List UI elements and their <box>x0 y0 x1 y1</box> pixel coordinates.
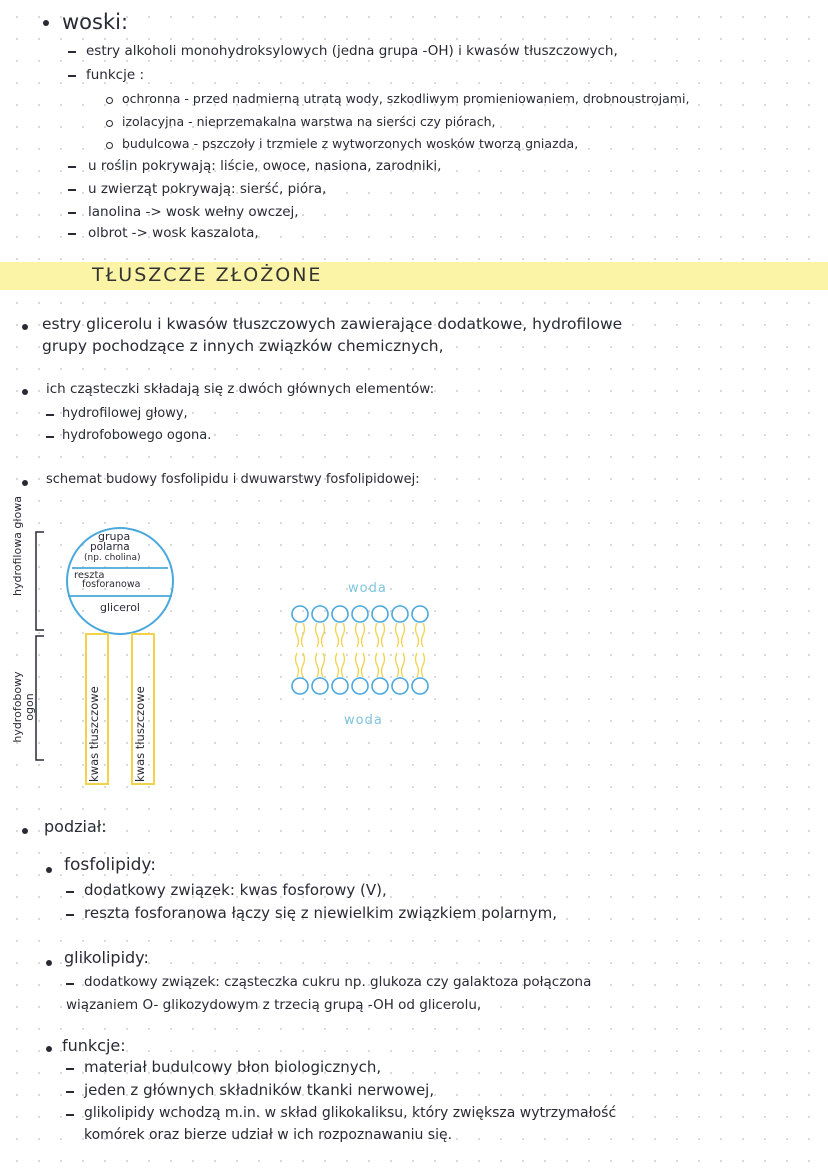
complex-fats-def-line1: estry glicerolu i kwasów tłuszczowych zawierające dodatkowe, hydrofilowe <box>42 315 623 333</box>
bilayer-head <box>292 606 308 622</box>
phospholipids-item: reszta fosforanowa łączy się z niewielkim związkiem polarnym, <box>84 904 557 922</box>
bilayer-head <box>332 678 348 694</box>
waxes-note: lanolina -> wosk wełny owczej, <box>88 204 299 220</box>
complex-fats-def-line2: grupy pochodzące z innych związków chemicznych, <box>42 337 444 355</box>
waxes-functions-label: funkcje : <box>86 67 145 83</box>
functions-item: materiał budulcowy błon biologicznych, <box>84 1058 382 1076</box>
glycolipids-line1: dodatkowy związek: cząsteczka cukru np. glukoza czy galaktoza połączona <box>84 974 592 990</box>
polar-group-label: polarna <box>90 541 130 553</box>
polar-group-label: grupa <box>98 530 131 543</box>
glycolipids-line2: wiązaniem O- glikozydowym z trzecią grupą -OH od glicerolu, <box>66 997 482 1013</box>
tail-label: hydrofobowy ogon <box>11 671 36 743</box>
element-item: hydrofilowej głowy, <box>62 406 188 421</box>
glycerol-label: glicerol <box>100 601 140 614</box>
phosphate-label: reszta <box>74 570 105 581</box>
glycolipids-title: glikolipidy: <box>64 948 149 967</box>
bilayer-head <box>332 606 348 622</box>
waxes-def: estry alkoholi monohydroksylowych (jedna grupa -OH) i kwasów tłuszczowych, <box>86 43 618 59</box>
waxes-note: u zwierząt pokrywają: sierść, pióra, <box>88 181 327 197</box>
bullet <box>46 867 52 873</box>
schema-label: schemat budowy fosfolipidu i dwuwarstwy fosfolipidowej: <box>46 472 420 487</box>
bilayer-head <box>292 678 308 694</box>
dash <box>66 914 74 916</box>
dash <box>66 1091 74 1093</box>
functions-item: jeden z głównych składników tkanki nerwowej, <box>84 1081 435 1099</box>
elements-intro: ich cząsteczki składają się z dwóch głównych elementów: <box>46 381 435 397</box>
waxes-function: izolacyjna - nieprzemakalna warstwa na sierści czy piórach, <box>122 114 496 129</box>
phospholipids-item: dodatkowy związek: kwas fosforowy (V), <box>84 881 387 899</box>
bilayer-head <box>372 606 388 622</box>
bilayer-head <box>412 678 428 694</box>
element-item: hydrofobowego ogona. <box>62 428 212 443</box>
waxes-function: ochronna - przed nadmierną utratą wody, szkodliwym promieniowaniem, drobnoustrojami, <box>122 91 690 106</box>
division-title: podział: <box>44 817 107 836</box>
bilayer-head <box>372 678 388 694</box>
functions-item-cont: komórek oraz bierze udział w ich rozpoznawaniu się. <box>84 1127 453 1143</box>
water-top-label: woda <box>348 581 387 596</box>
functions-item: glikolipidy wchodzą m.in. w skład glikokaliksu, który zwiększa wytrzymałość <box>84 1105 617 1121</box>
bilayer-head <box>392 606 408 622</box>
bullet <box>46 1046 52 1052</box>
bilayer-head <box>312 606 328 622</box>
polar-group-label: (np. cholina) <box>84 553 141 563</box>
bullet <box>22 828 28 834</box>
section-heading: TŁUSZCZE ZŁOŻONE <box>92 264 323 286</box>
bilayer-head <box>392 678 408 694</box>
bilayer-head <box>412 606 428 622</box>
tail-text: kwas tłuszczowe <box>87 686 101 782</box>
water-bottom-label: woda <box>344 713 383 728</box>
bilayer-head <box>312 678 328 694</box>
waxes-function: budulcowa - pszczoły i trzmiele z wytworzonych wosków tworzą gniazda, <box>122 136 579 151</box>
phosphate-label: fosforanowa <box>82 579 141 590</box>
phospholipids-title: fosfolipidy: <box>64 855 156 875</box>
head-label: hydrofilowa głowa <box>11 496 24 596</box>
tail-text: kwas tłuszczowe <box>133 686 147 782</box>
dash <box>66 983 74 985</box>
bilayer-head <box>352 678 368 694</box>
bilayer-head <box>352 606 368 622</box>
bullet <box>46 960 52 966</box>
dash <box>66 891 74 893</box>
dash <box>66 1068 74 1070</box>
dash <box>66 1114 74 1116</box>
bilayer-diagram <box>290 604 450 704</box>
waxes-title: woski: <box>62 10 129 34</box>
waxes-note: olbrot -> wosk kaszalota, <box>88 225 259 241</box>
waxes-note: u roślin pokrywają: liście, owoce, nasiona, zarodniki, <box>88 158 442 174</box>
functions-title: funkcje: <box>62 1036 126 1055</box>
